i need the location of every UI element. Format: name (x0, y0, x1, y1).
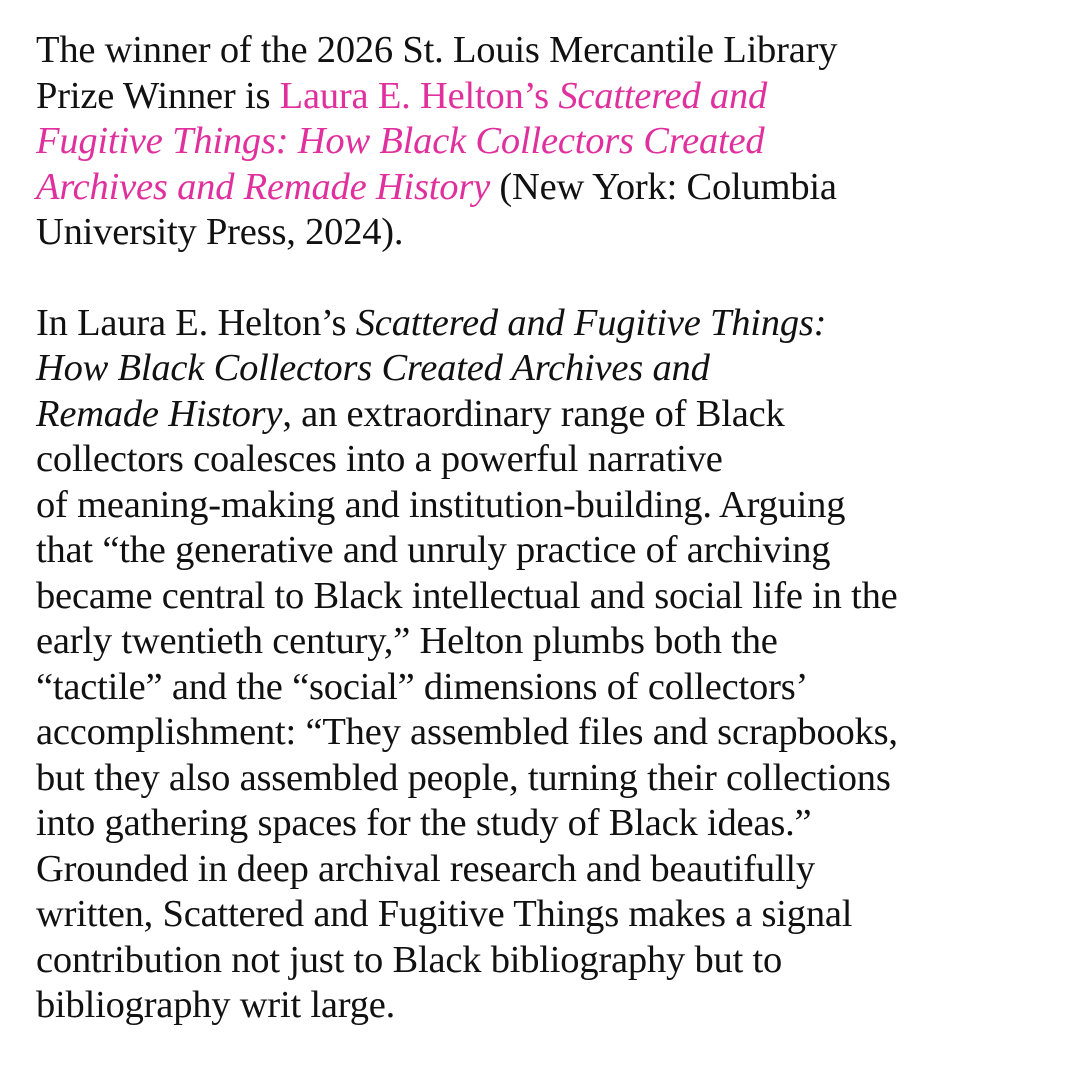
post-body (36, 28, 1066, 1029)
review-line-11: but they also assembled people, turning their collections (36, 756, 891, 799)
review-book-title-part-3: Remade History (36, 392, 283, 435)
review-line-14: written, Scattered and Fugitive Things makes a signal (36, 893, 853, 935)
review-book-title-part-2: How Black Collectors Created Archives and (36, 347, 710, 389)
review-line-2 (36, 346, 1066, 392)
announcement-line-5: University Press, 2024). (36, 211, 404, 253)
review-book-title-part-1: Scattered and Fugitive Things: (355, 301, 827, 344)
review-line-15: contribution not just to Black bibliography but to (36, 938, 783, 981)
book-title-part-1: Scattered and (558, 74, 768, 117)
author-name: Laura E. Helton’s (279, 74, 559, 117)
publisher-info: (New York: Columbia (490, 165, 837, 208)
announcement-paragraph (36, 28, 1066, 256)
review-line-13: Grounded in deep archival research and beautifully (36, 847, 815, 890)
review-line-6: that “the generative and unruly practice of archiving (36, 529, 831, 571)
review-line-8: early twentieth century,” Helton plumbs both the (36, 620, 778, 662)
announcement-line-3 (36, 119, 1066, 165)
review-paragraph (36, 301, 1066, 1029)
book-title-part-3: Archives and Remade History (36, 165, 490, 208)
announcement-line-4 (36, 165, 1066, 211)
review-line-5: of meaning-making and institution-building. Arguing (36, 483, 846, 526)
announcement-line-1: The winner of the 2026 St. Louis Mercantile Library (36, 29, 838, 71)
announcement-line-2 (36, 74, 1066, 120)
review-line-3 (36, 392, 1066, 438)
review-line-1 (36, 301, 1066, 347)
review-line-9: “tactile” and the “social” dimensions of collectors’ (36, 665, 809, 708)
review-line-10: accomplishment: “They assembled files and scrapbooks, (36, 711, 898, 753)
review-line-12: into gathering spaces for the study of Black ideas.” (36, 802, 812, 844)
review-line-16: bibliography writ large. (36, 984, 396, 1026)
review-line-7: became central to Black intellectual and social life in the (36, 574, 898, 617)
review-line-4: collectors coalesces into a powerful narrative (36, 438, 723, 480)
review-intro: In Laura E. Helton’s (36, 301, 356, 344)
book-title-part-2: Fugitive Things: How Black Collectors Created (36, 120, 765, 162)
review-text: , an extraordinary range of Black (282, 392, 785, 435)
announcement-text: Prize Winner is (36, 74, 280, 117)
